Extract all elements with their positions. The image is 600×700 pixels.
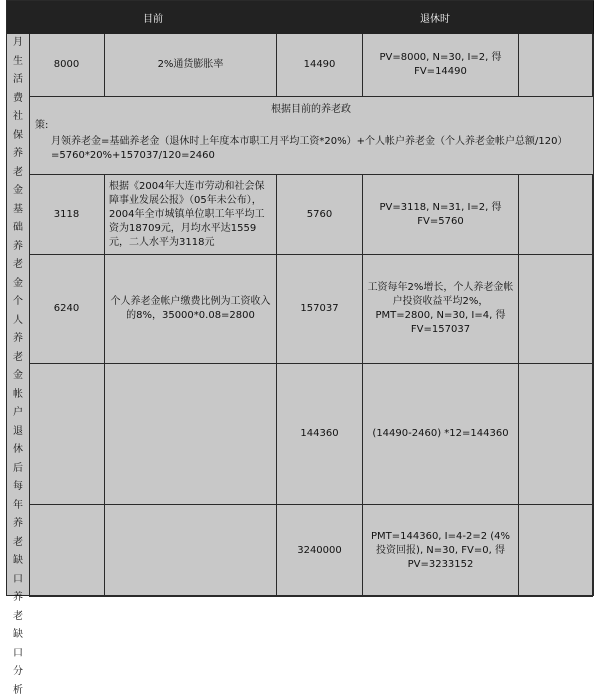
side-label-char: 础 [7,219,29,238]
side-label [7,34,30,595]
side-label-char: 帐 [7,386,29,405]
side-label-char: 年 [7,497,29,516]
row2-calc: PV=3118, N=31, I=2, 得FV=5760 [363,175,519,255]
side-label-char: 口 [7,645,29,664]
side-label-char: 老 [7,164,29,183]
row4-extra [519,364,593,505]
side-label-char: 老 [7,534,29,553]
side-label-char: 养 [7,145,29,164]
side-label-char: 保 [7,127,29,146]
policy-row [29,97,593,175]
row4-value: 144360 [277,364,363,505]
side-label-char: 基 [7,201,29,220]
row3-extra [519,255,593,364]
row1-calc: PV=8000, N=30, I=2, 得FV=14490 [363,34,519,97]
row4-amount [29,364,105,505]
row3-calc: 工资每年2%增长，个人养老金帐户投资收益平均2%，PMT=2800, N=30, I=4, 得FV=157037 [363,255,519,364]
row5-note [105,505,277,597]
row4-calc: (14490-2460) *12=144360 [363,364,519,505]
row2-extra [519,175,593,255]
side-label-char: 金 [7,182,29,201]
side-label-char: 养 [7,589,29,608]
row1-note: 2%通货膨胀率 [105,34,277,97]
header-retire: 退休时 [277,1,594,34]
side-label-char: 每 [7,478,29,497]
side-label-char: 析 [7,682,29,700]
side-label-char: 后 [7,460,29,479]
row5-value: 3240000 [277,505,363,597]
row5-amount [29,505,105,597]
side-label-char: 个 [7,293,29,312]
side-label-char: 休 [7,441,29,460]
side-label-char: 缺 [7,626,29,645]
side-label-char: 生 [7,53,29,72]
side-label-char: 活 [7,71,29,90]
side-label-char: 户 [7,404,29,423]
side-label-char: 老 [7,256,29,275]
row5-extra [519,505,593,597]
side-label-char: 金 [7,367,29,386]
policy-formula: 月领养老金=基础养老金（退休时上年度本市职工月平均工资*20%）+个人帐户养老金（个人养老金帐户总额/120）=5760*20%+157037/120=2460 [51,135,579,163]
row3-value: 157037 [277,255,363,364]
row2-value: 5760 [277,175,363,255]
side-label-char: 缺 [7,552,29,571]
row2-note: 根据《2004年大连市劳动和社会保障事业发展公报》（05年未公布），2004年全市城镇单位职工年平均工资为18709元，月均水平达1559元，二人水平为3118元 [105,175,277,255]
row1-extra [519,34,593,97]
header-left-blank [7,1,30,34]
policy-title: 根据目前的养老政 [29,103,593,117]
row4-note [105,364,277,505]
side-label-char: 退 [7,423,29,442]
side-label-char: 老 [7,349,29,368]
side-label-char: 养 [7,515,29,534]
side-label-char: 费 [7,90,29,109]
table-sheet [6,0,594,596]
row3-amount: 6240 [29,255,105,364]
row2-amount: 3118 [29,175,105,255]
side-label-char: 养 [7,238,29,257]
side-label-char: 口 [7,571,29,590]
side-label-char: 月 [7,34,29,53]
side-label-char: 金 [7,275,29,294]
side-label-char: 分 [7,663,29,682]
row5-calc: PMT=144360, I=4-2=2 (4%投资回报), N=30, FV=0, 得PV=3233152 [363,505,519,597]
side-label-char: 养 [7,330,29,349]
side-label-char: 老 [7,608,29,627]
header-current: 目前 [29,1,278,34]
row3-note: 个人养老金帐户缴费比例为工资收入的8%，35000*0.08=2800 [105,255,277,364]
side-label-char: 人 [7,312,29,331]
side-label-char: 社 [7,108,29,127]
row1-value: 14490 [277,34,363,97]
row1-amount: 8000 [29,34,105,97]
policy-label: 策: [35,119,587,133]
